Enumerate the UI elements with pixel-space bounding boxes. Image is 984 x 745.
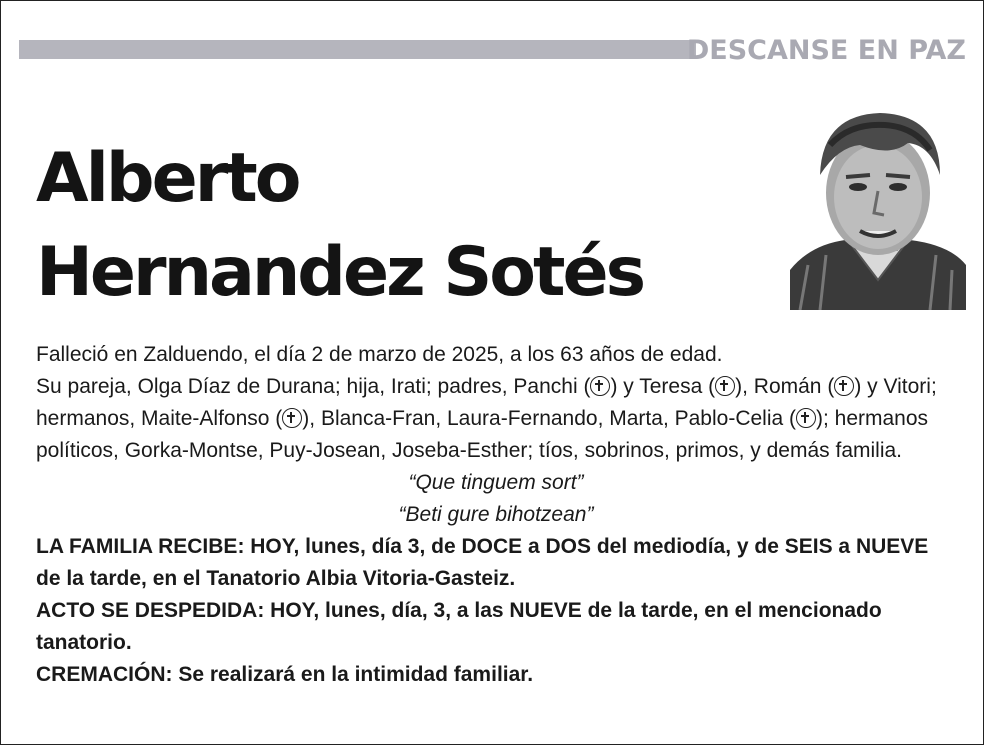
cross-icon: [590, 376, 610, 396]
header-rule: [19, 40, 696, 59]
cross-icon: [796, 408, 816, 428]
portrait-illustration: [790, 105, 966, 310]
section-label: DESCANSE EN PAZ: [686, 35, 966, 66]
cremation-notice: CREMACIÓN: Se realizará en la intimidad familiar.: [36, 663, 534, 686]
family-text-5: ), Blanca-Fran, Laura-Fernando, Marta, Pablo-Celia (: [302, 407, 796, 430]
quote-line-1: “Que tinguem sort”: [408, 471, 584, 494]
cross-icon: [282, 408, 302, 428]
family-text-1: Su pareja, Olga Díaz de Durana; hija, Irati; padres, Panchi (: [36, 375, 591, 398]
reception-notice: LA FAMILIA RECIBE: HOY, lunes, día 3, de DOCE a DOS del mediodía, y de SEIS a NUEVE de la tarde, en el Tanatorio Albia Vitoria-Gasteiz.: [36, 535, 929, 590]
family-paragraph: [36, 371, 956, 467]
family-text-4: ) y Vitori; hermanos, Maite-Alfonso (: [36, 375, 937, 430]
cross-icon: [834, 376, 854, 396]
deceased-name: [36, 132, 643, 320]
obituary-text: [36, 339, 956, 691]
death-line: Falleció en Zalduendo, el día 2 de marzo de 2025, a los 63 años de edad.: [36, 343, 723, 366]
quote-line-2: “Beti gure bihotzean”: [398, 503, 594, 526]
cross-icon: [715, 376, 735, 396]
family-text-2: ) y Teresa (: [610, 375, 716, 398]
portrait-photo: [790, 105, 966, 310]
family-text-3: ), Román (: [735, 375, 835, 398]
family-text-6: ); hermanos políticos, Gorka-Montse, Puy-Josean, Joseba-Esther; tíos, sobrinos, primos, y demás familia.: [36, 407, 929, 462]
name-first-line: Alberto: [36, 139, 299, 218]
name-second-line: Hernandez Sotés: [36, 233, 644, 312]
farewell-notice: ACTO SE DESPEDIDA: HOY, lunes, día, 3, a las NUEVE de la tarde, en el mencionado tanatorio.: [36, 599, 882, 654]
